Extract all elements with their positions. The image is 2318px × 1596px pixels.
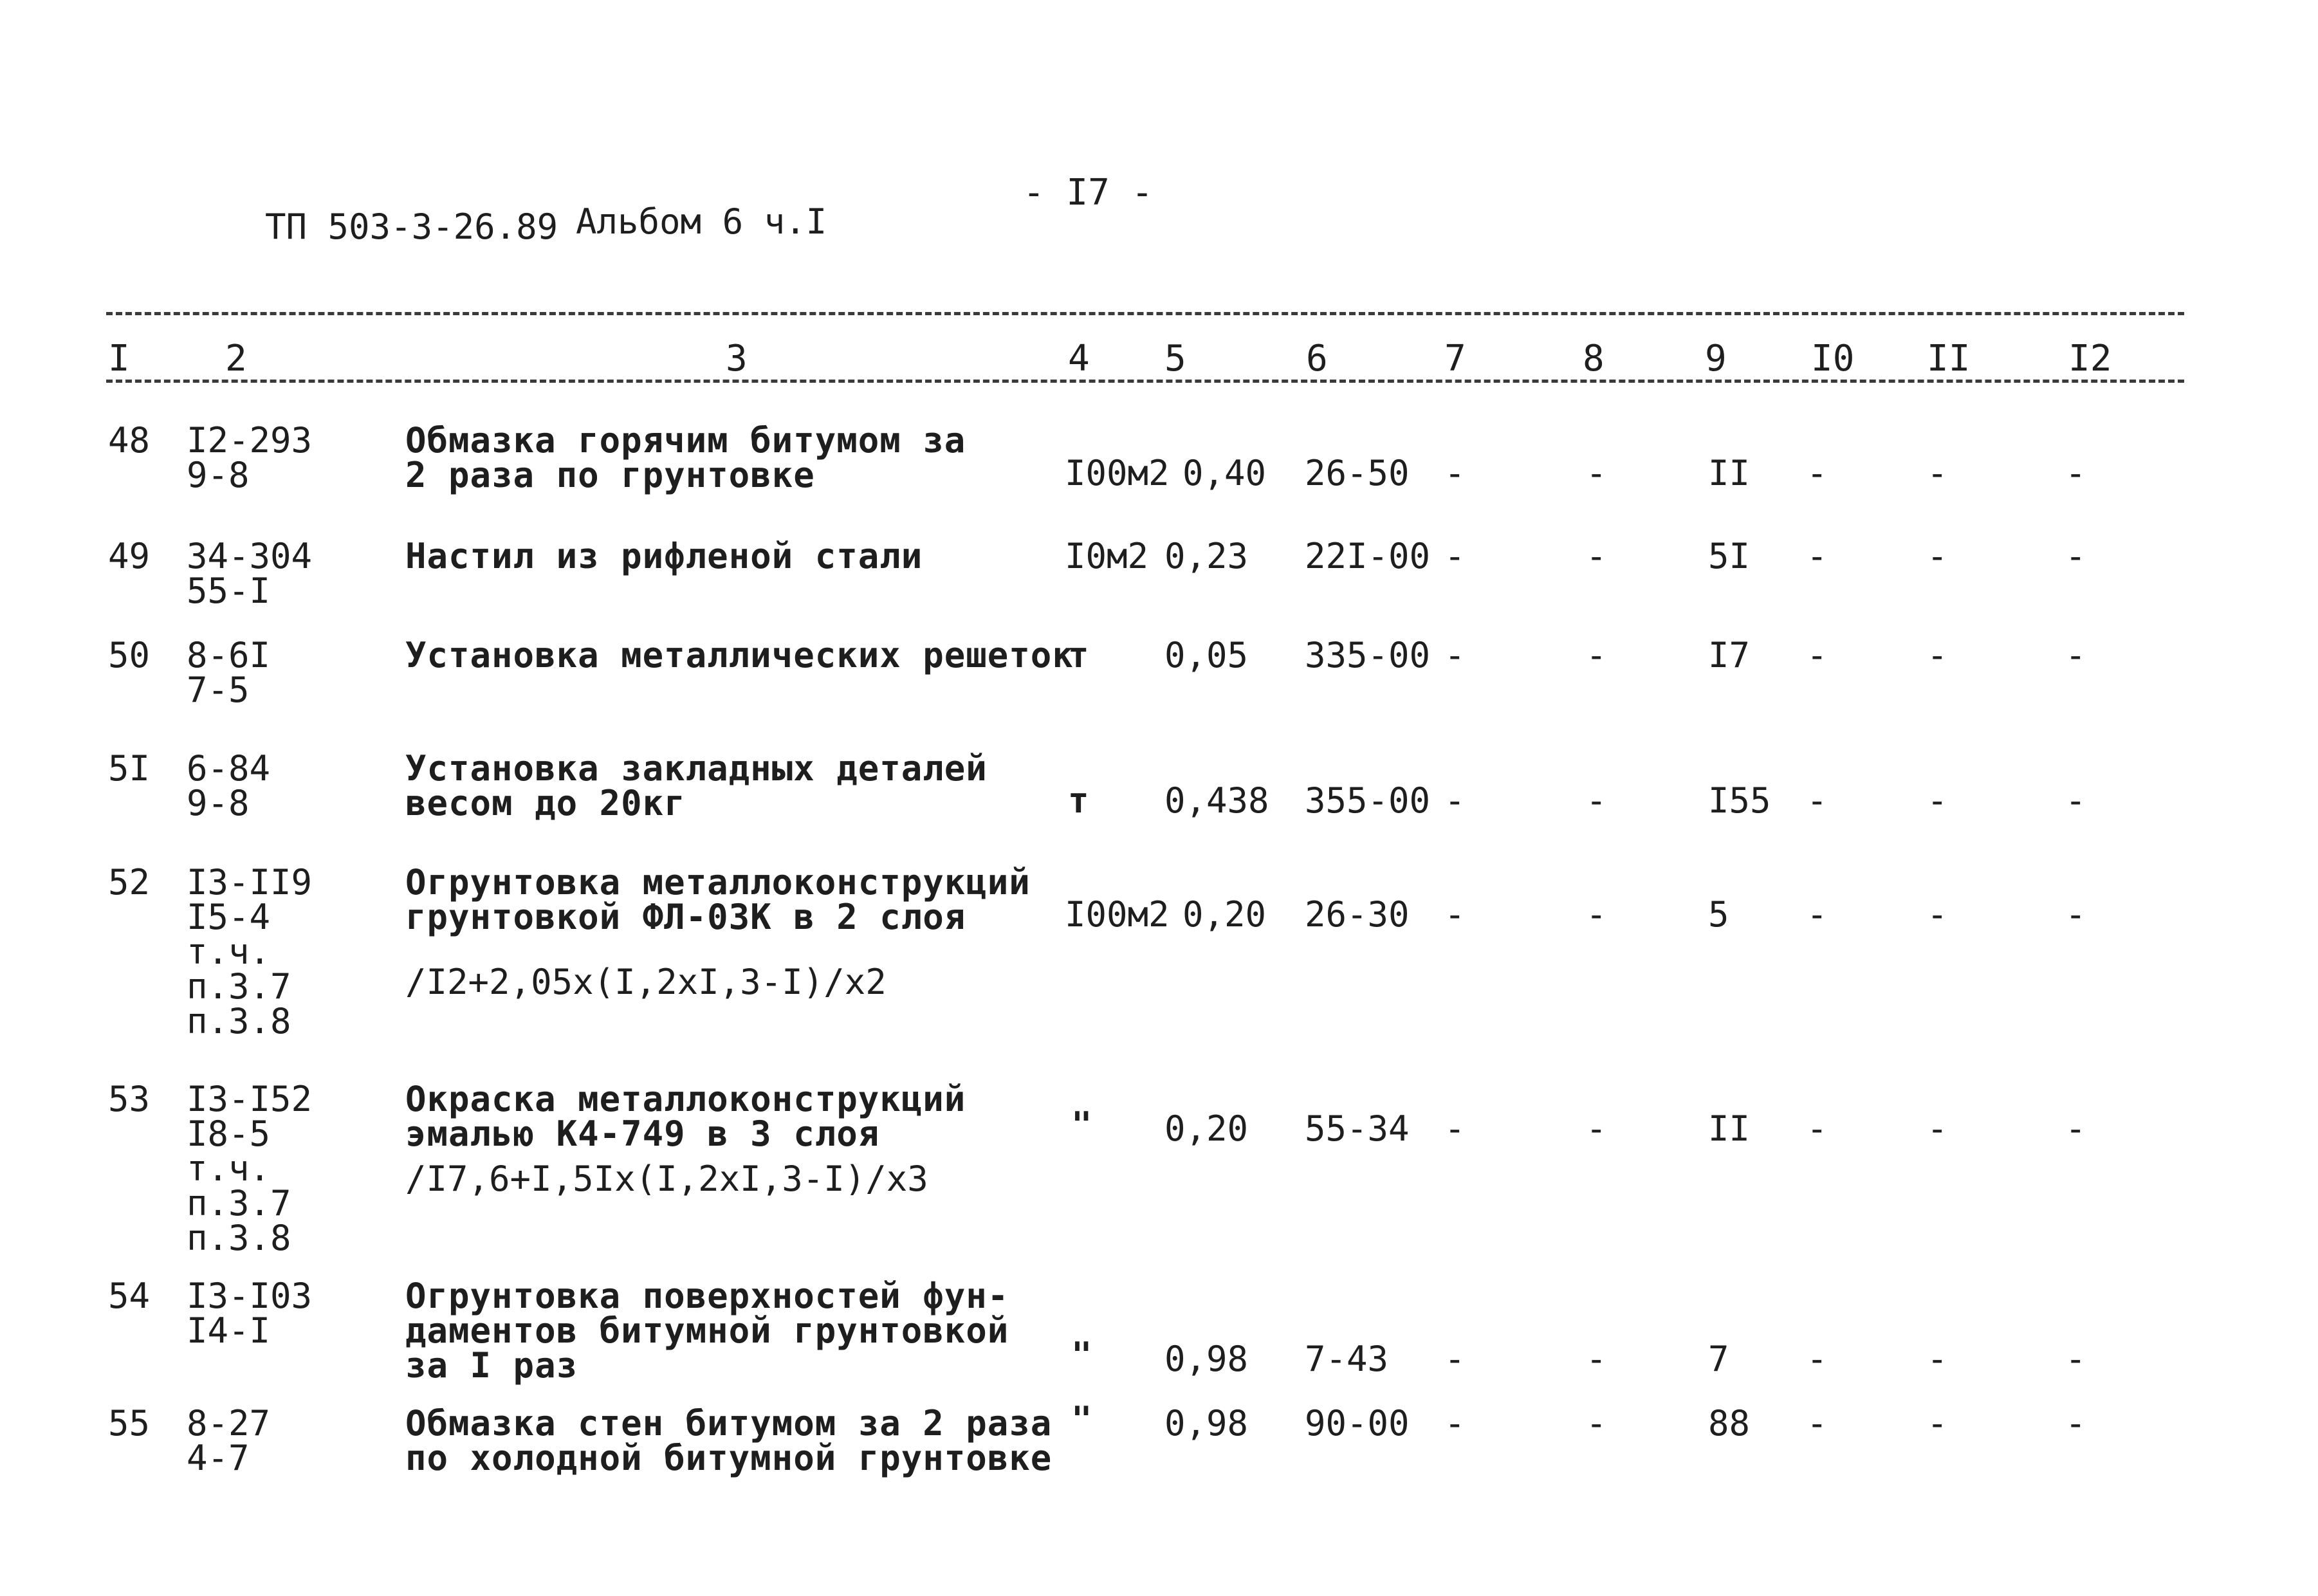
unit: ": [1071, 1335, 1093, 1375]
row-number: 5I: [108, 748, 151, 789]
col-10: -: [1807, 894, 1828, 935]
unit: ": [1071, 1105, 1093, 1145]
unit: I00м2: [1065, 453, 1170, 493]
unit: I0м2: [1065, 536, 1149, 576]
row-number: 53: [108, 1079, 151, 1119]
col-num-9: 9: [1705, 338, 1727, 380]
col-num-10: I0: [1811, 338, 1855, 380]
col-12: -: [2065, 1108, 2086, 1149]
norm-code: I3-II9 I5-4 т.ч. п.3.7 п.3.8: [187, 862, 313, 1041]
norm-code: 34-304 55-I: [187, 536, 313, 611]
quantity: 0,05: [1164, 635, 1249, 675]
col-num-7: 7: [1444, 338, 1466, 380]
col-9: I7: [1708, 635, 1751, 675]
norm-code: I2-293 9-8: [187, 420, 313, 495]
work-description: Установка металлических решеток: [405, 635, 1074, 675]
unit-price: 26-50: [1305, 453, 1410, 493]
col-num-5: 5: [1164, 338, 1186, 380]
col-9: 5I: [1708, 536, 1751, 576]
col-11: -: [1927, 635, 1948, 675]
work-description: Обмазка стен битумом за 2 раза по холодной битумной грунтовке: [405, 1403, 1053, 1478]
col-12: -: [2065, 453, 2086, 493]
page-number: - I7 -: [1023, 172, 1154, 214]
col-11: -: [1927, 1403, 1948, 1444]
unit: т: [1068, 780, 1090, 821]
quantity: 0,20: [1182, 894, 1267, 935]
col-9: II: [1708, 453, 1751, 493]
norm-code: 8-6I 7-5: [187, 635, 271, 710]
col-7: -: [1444, 1108, 1466, 1149]
work-description: Огрунтовка поверхностей фун- даментов битумной грунтовкой за I раз: [405, 1276, 1009, 1386]
col-9: 88: [1708, 1403, 1751, 1444]
norm-code: 8-27 4-7: [187, 1403, 271, 1478]
col-10: -: [1807, 1339, 1828, 1379]
album-label: Альбом 6 ч.I: [576, 201, 827, 242]
col-8: -: [1586, 1108, 1607, 1149]
col-8: -: [1586, 453, 1607, 493]
unit-price: 335-00: [1305, 635, 1431, 675]
col-8: -: [1586, 780, 1607, 821]
work-description: Установка закладных деталей весом до 20кг: [405, 748, 988, 823]
header-bottom-rule: [106, 380, 2184, 383]
col-num-2: 2: [225, 338, 247, 380]
unit-price: 26-30: [1305, 894, 1410, 935]
col-8: -: [1586, 536, 1607, 576]
col-10: -: [1807, 780, 1828, 821]
col-9: 7: [1708, 1339, 1729, 1379]
row-number: 50: [108, 635, 151, 675]
unit-price: 7-43: [1305, 1339, 1389, 1379]
row-number: 52: [108, 862, 151, 903]
norm-code: 6-84 9-8: [187, 748, 271, 823]
col-num-11: II: [1927, 338, 1971, 380]
col-11: -: [1927, 536, 1948, 576]
col-7: -: [1444, 536, 1466, 576]
doc-code: ТП 503-3-26.89: [265, 206, 558, 247]
row-number: 55: [108, 1403, 151, 1444]
col-num-1: I: [108, 338, 130, 380]
formula: /I7,6+I,5Ix(I,2xI,3-I)/x3: [405, 1159, 928, 1199]
col-12: -: [2065, 1403, 2086, 1444]
col-11: -: [1927, 780, 1948, 821]
col-11: -: [1927, 453, 1948, 493]
col-12: -: [2065, 635, 2086, 675]
quantity: 0,98: [1164, 1339, 1249, 1379]
unit: I00м2: [1065, 894, 1170, 935]
quantity: 0,438: [1164, 780, 1269, 821]
col-10: -: [1807, 635, 1828, 675]
col-num-12: I2: [2068, 338, 2112, 380]
unit: т: [1068, 635, 1090, 675]
col-num-3: 3: [726, 338, 748, 380]
col-7: -: [1444, 635, 1466, 675]
col-8: -: [1586, 1339, 1607, 1379]
col-7: -: [1444, 780, 1466, 821]
norm-code: I3-I52 I8-5 т.ч. п.3.7 п.3.8: [187, 1079, 313, 1258]
col-7: -: [1444, 1339, 1466, 1379]
col-7: -: [1444, 1403, 1466, 1444]
row-number: 48: [108, 420, 151, 461]
work-description: Окраска металлоконструкций эмалью К4-749 в 3 слоя: [405, 1079, 966, 1154]
col-11: -: [1927, 894, 1948, 935]
col-12: -: [2065, 780, 2086, 821]
col-8: -: [1586, 1403, 1607, 1444]
work-description: Обмазка горячим битумом за 2 раза по грунтовке: [405, 420, 966, 495]
work-description: Настил из рифленой стали: [405, 536, 923, 576]
row-number: 54: [108, 1276, 151, 1316]
unit-price: 90-00: [1305, 1403, 1410, 1444]
col-12: -: [2065, 536, 2086, 576]
row-number: 49: [108, 536, 151, 576]
col-9: I55: [1708, 780, 1771, 821]
col-10: -: [1807, 1403, 1828, 1444]
unit: ": [1071, 1399, 1093, 1440]
col-8: -: [1586, 894, 1607, 935]
formula: /I2+2,05x(I,2xI,3-I)/x2: [405, 962, 887, 1002]
col-num-6: 6: [1306, 338, 1328, 380]
quantity: 0,98: [1164, 1403, 1249, 1444]
col-9: 5: [1708, 894, 1729, 935]
col-7: -: [1444, 894, 1466, 935]
header-top-rule: [106, 312, 2184, 315]
col-12: -: [2065, 894, 2086, 935]
unit-price: 55-34: [1305, 1108, 1410, 1149]
quantity: 0,20: [1164, 1108, 1249, 1149]
norm-code: I3-I03 I4-I: [187, 1276, 313, 1351]
quantity: 0,23: [1164, 536, 1249, 576]
work-description: Огрунтовка металлоконструкций грунтовкой ФЛ-03К в 2 слоя: [405, 862, 1031, 937]
quantity: 0,40: [1182, 453, 1267, 493]
col-7: -: [1444, 453, 1466, 493]
col-8: -: [1586, 635, 1607, 675]
col-10: -: [1807, 1108, 1828, 1149]
col-num-8: 8: [1583, 338, 1605, 380]
unit-price: 22I-00: [1305, 536, 1431, 576]
col-10: -: [1807, 536, 1828, 576]
col-11: -: [1927, 1108, 1948, 1149]
unit-price: 355-00: [1305, 780, 1431, 821]
col-9: II: [1708, 1108, 1751, 1149]
col-num-4: 4: [1068, 338, 1090, 380]
col-10: -: [1807, 453, 1828, 493]
col-12: -: [2065, 1339, 2086, 1379]
col-11: -: [1927, 1339, 1948, 1379]
